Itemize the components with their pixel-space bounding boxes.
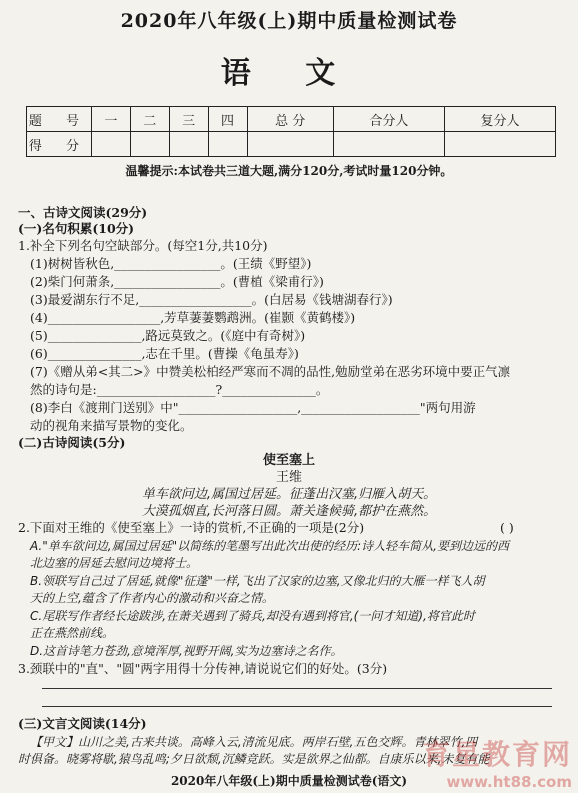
answer-line	[42, 688, 552, 689]
question-item: 然的诗句是:___________________?_______________。	[30, 382, 329, 397]
option-text: D.这首诗笔力苍劲,意境浑厚,视野开阔,实为边塞诗之名作。	[30, 644, 343, 658]
question-item: (1)树树皆秋色,_________________。(王绩《野望》)	[30, 256, 312, 271]
exam-subject: 语 文	[220, 56, 358, 91]
wenyan-text: 时俱备。晓雾将歇,猿鸟乱鸣;夕日欲颓,沉鳞竞跃。实是欲界之仙都。自康乐以来,未复有能	[18, 752, 490, 766]
score-cell: 一	[92, 107, 131, 132]
question-item: (5)_______________,路远莫致之。(《庭中有奇树》)	[30, 328, 306, 343]
score-cell: 合分人	[333, 107, 444, 132]
score-table-score-row	[27, 132, 556, 157]
question-item: (2)柴门何萧条,_________________。(曹植《梁甫行》)	[30, 274, 324, 289]
watermark-url: www.ht88.com	[446, 773, 572, 791]
question-item: (3)最爱湖东行不足,__________________。(白居易《钱塘湖春行》)	[30, 292, 393, 307]
score-blank	[92, 132, 131, 157]
score-blank	[333, 132, 444, 157]
question-item: (6)_______________,志在千里。(曹操《龟虽寿》)	[30, 346, 299, 361]
score-cell: 复分人	[444, 107, 555, 132]
option-text: A."单车欲问边,属国过居延"以简练的笔墨写出此次出使的经历:诗人轻车简从,要到边远的西	[30, 539, 509, 553]
score-blank	[208, 132, 247, 157]
part-title: (二)古诗阅读(5分)	[18, 435, 126, 450]
score-cell: 得 分	[27, 132, 92, 157]
question-1: 1.补全下列名句空缺部分。(每空1分,共10分)	[18, 238, 268, 253]
option-text: 天的上空,蕴含了作者内心的激动和兴奋之情。	[30, 591, 274, 605]
score-cell: 四	[208, 107, 247, 132]
poem-title: 使至塞上	[262, 453, 315, 468]
wenyan-text: 【甲文】山川之美,古来共谈。高峰入云,清流见底。两岸石壁,五色交辉。青林翠竹,四	[30, 735, 478, 749]
score-blank	[169, 132, 208, 157]
score-blank	[247, 132, 333, 157]
score-cell: 题 号	[27, 107, 92, 132]
question-3: 3.颈联中的"直"、"圆"两字用得十分传神,请说说它们的好处。(3分)	[18, 661, 388, 676]
score-blank	[130, 132, 169, 157]
page-footer: 2020年八年级(上)期中质量检测试卷(语文)	[170, 774, 408, 788]
poem-line: 大漠孤烟直,长河落日圆。萧关逢候骑,都护在燕然。	[141, 504, 437, 519]
poem-line: 单车欲问边,属国过居延。征蓬出汉塞,归雁入胡天。	[141, 487, 437, 502]
poem-author: 王维	[275, 470, 302, 485]
score-cell: 总 分	[247, 107, 333, 132]
score-cell: 三	[169, 107, 208, 132]
score-table	[26, 106, 556, 157]
question-item: (7)《赠从弟<其二>》中赞美松柏经严寒而不凋的品性,勉励堂弟在恶劣环境中要正气凛	[30, 364, 511, 379]
answer-line	[42, 706, 552, 707]
exam-tip: 温馨提示:本试卷共三道大题,满分120分,考试时量120分钟。	[125, 164, 453, 178]
question-item: 动的视角来描写景物的变化。	[30, 418, 193, 433]
question-2: 2.下面对王维的《使至塞上》一诗的赏析,不正确的一项是(2分)	[18, 520, 365, 535]
part-title: (三)文言文阅读(14分)	[18, 716, 147, 731]
question-item: (4)__________________,芳草萋萋鹦鹉洲。(崔颢《黄鹤楼》)	[30, 310, 356, 325]
part-title: (一)名句积累(10分)	[18, 221, 135, 236]
option-text: C.尾联写作者经长途跋涉,在萧关遇到了骑兵,却没有遇到将官,(一问才知道),将官此时	[30, 609, 475, 623]
score-cell: 二	[130, 107, 169, 132]
watermark-name: 育星教育网	[421, 738, 572, 771]
exam-title: 2020年八年级(上)期中质量检测试卷	[120, 10, 458, 32]
option-text: 正在燕然前线。	[30, 626, 115, 640]
option-text: B.领联写自己过了居延,就像"征蓬"一样,飞出了汉家的边塞,又像北归的大雁一样飞人胡	[30, 574, 485, 588]
section-title: 一、古诗文阅读(29分)	[18, 205, 148, 220]
score-table-header-row	[27, 107, 556, 132]
question-item: (8)李白《渡荆门送别》中"___________________,___________________"两句用游	[30, 400, 476, 415]
option-text: 北边塞的居延去慰问边境将士。	[30, 556, 199, 570]
score-blank	[444, 132, 555, 157]
site-watermark	[422, 733, 572, 791]
answer-paren: ( )	[500, 520, 514, 535]
